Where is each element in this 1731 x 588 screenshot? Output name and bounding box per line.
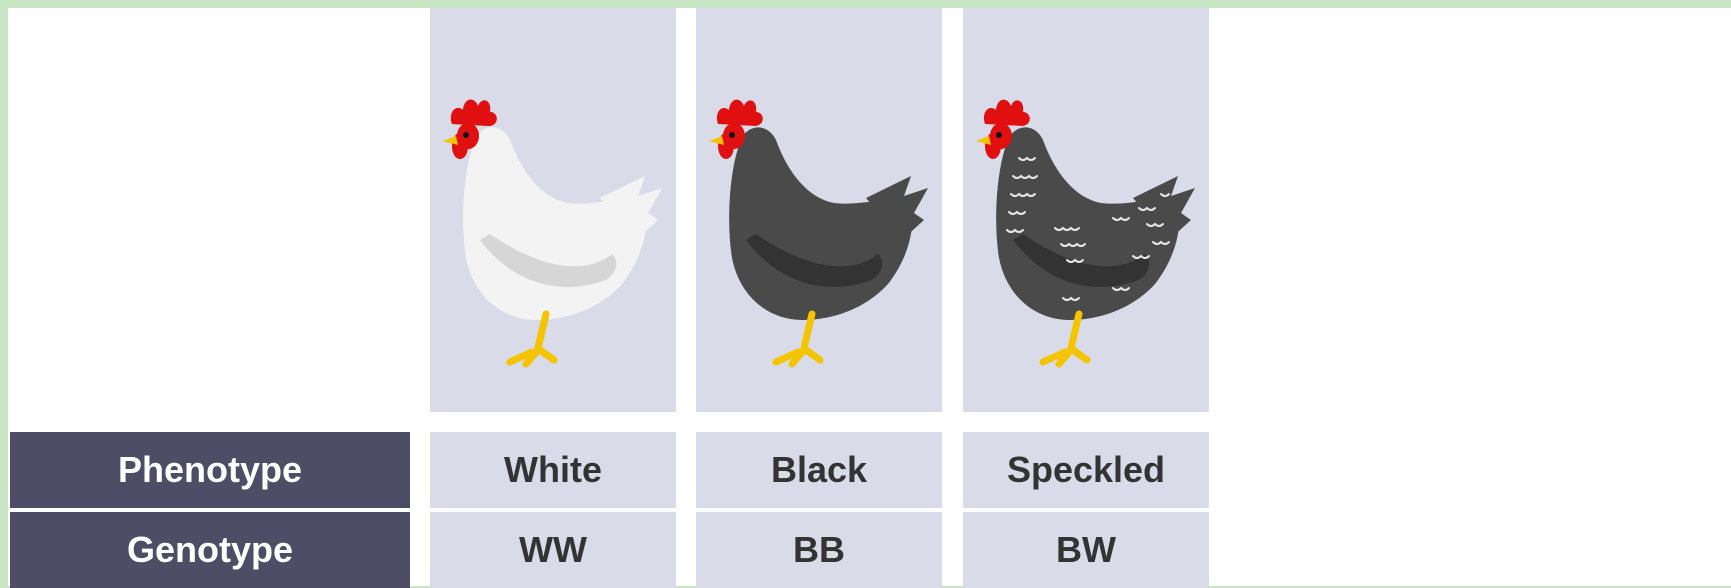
genetics-diagram — [8, 8, 1731, 586]
phenotype-black: Black — [696, 432, 942, 508]
phenotype-white: White — [430, 432, 676, 508]
phenotype-speckled: Speckled — [963, 432, 1209, 508]
phenotype-header: Phenotype — [10, 432, 410, 508]
black-hen-icon — [696, 8, 942, 412]
white-hen-icon — [430, 8, 676, 412]
genotype-speckled: BW — [963, 512, 1209, 588]
black-hen-panel — [696, 8, 942, 412]
genotype-header: Genotype — [10, 512, 410, 588]
speckled-hen-panel — [963, 8, 1209, 412]
genotype-black: BB — [696, 512, 942, 588]
speckled-hen-icon — [963, 8, 1209, 412]
white-hen-panel — [430, 8, 676, 412]
genotype-white: WW — [430, 512, 676, 588]
